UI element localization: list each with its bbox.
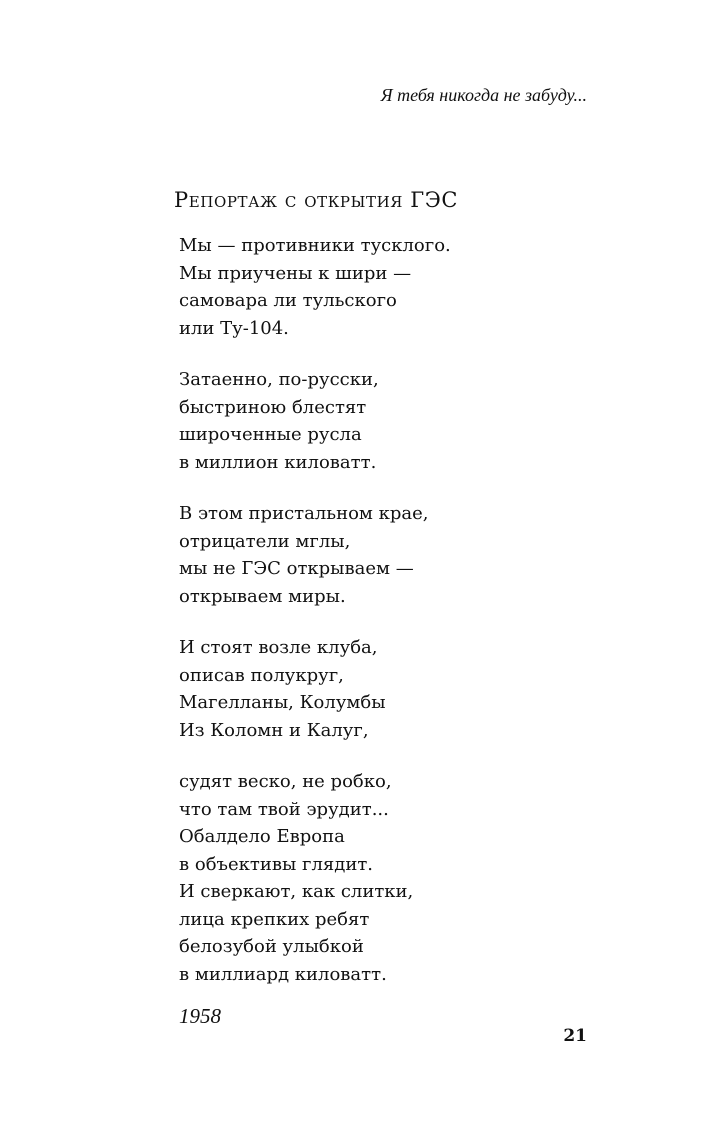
poem-line: в миллиард киловатт. xyxy=(179,963,387,985)
poem-line: И стоят возле клуба, xyxy=(179,637,378,658)
poem-line: самовара ли тульского xyxy=(179,290,397,311)
running-header: Я тебя никогда не забуду... xyxy=(380,85,587,105)
poem-line: мы не ГЭС открываем — xyxy=(179,558,414,579)
poem-line: Магелланы, Колумбы xyxy=(179,692,386,713)
poem-title: Репортаж с открытия ГЭС xyxy=(174,188,459,212)
poem-line: открываем миры. xyxy=(179,585,346,607)
poem-line: быстриною блестят xyxy=(179,396,367,418)
stanza-5 xyxy=(179,768,599,988)
poem-line: в объективы глядит. xyxy=(179,853,374,875)
poem-line: судят веско, не робко, xyxy=(179,771,392,792)
stanza-3 xyxy=(179,500,599,610)
poem-line: Обалдело Европа xyxy=(179,826,345,847)
stanza-2 xyxy=(179,366,599,476)
poem-line: лица крепких ребят xyxy=(179,908,370,930)
poem-date: 1958 xyxy=(179,1004,221,1028)
poem-body xyxy=(179,232,599,1030)
poem-line: отрицатели мглы, xyxy=(179,530,351,552)
poem-line: или Ту-104. xyxy=(179,317,289,339)
stanza-4 xyxy=(179,634,599,744)
stanza-1 xyxy=(179,232,599,342)
page-number: 21 xyxy=(563,1026,587,1046)
poem-line: что там твой эрудит... xyxy=(179,798,389,820)
poem-line: И сверкают, как слитки, xyxy=(179,881,414,902)
poem-line: Затаенно, по-русски, xyxy=(179,369,379,390)
poem-line: описав полукруг, xyxy=(179,664,344,686)
poem-line: в миллион киловатт. xyxy=(179,451,377,473)
poem-line: Из Коломн и Калуг, xyxy=(179,719,369,741)
poem-line: белозубой улыбкой xyxy=(179,936,364,957)
poem-line: Мы приучены к шири — xyxy=(179,262,412,284)
poem-line: Мы — противники тусклого. xyxy=(179,235,451,256)
poem-line: В этом пристальном крае, xyxy=(179,503,429,524)
poem-line: широченные русла xyxy=(179,424,362,445)
